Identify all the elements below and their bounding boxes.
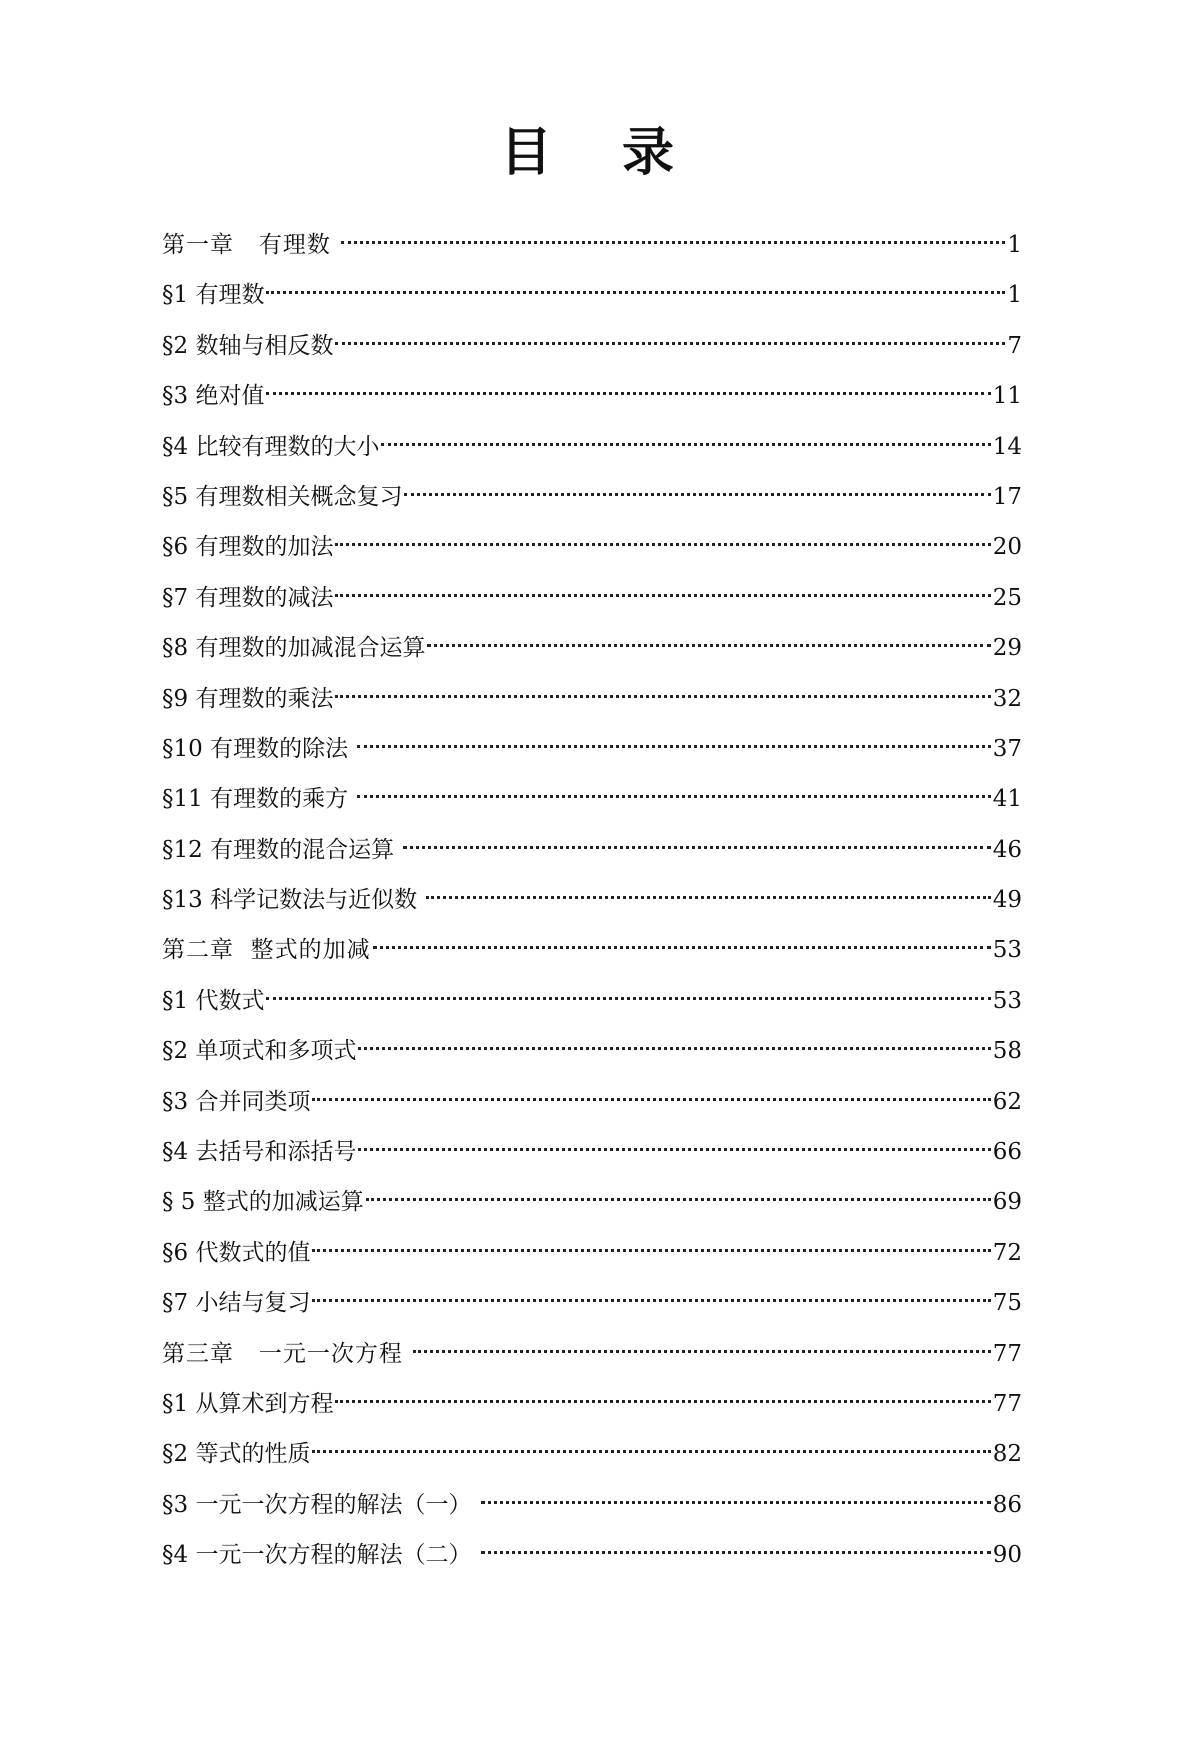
leader-dots <box>312 1075 990 1101</box>
leader-dots <box>266 268 1005 294</box>
leader-dots <box>335 672 990 698</box>
toc-entry-page: 41 <box>992 786 1022 813</box>
toc-entry[interactable] <box>162 774 1022 824</box>
toc-entry[interactable] <box>162 270 1022 320</box>
toc-entry[interactable] <box>162 573 1022 623</box>
toc-entry-page: 20 <box>992 534 1022 561</box>
toc-entry[interactable] <box>162 220 1022 270</box>
toc-entry[interactable] <box>162 1278 1022 1328</box>
toc-entry[interactable] <box>162 1026 1022 1076</box>
toc-entry[interactable] <box>162 674 1022 724</box>
leader-dots <box>357 722 990 748</box>
leader-dots <box>358 1024 990 1050</box>
leader-dots <box>427 621 990 647</box>
toc-entry[interactable] <box>162 623 1022 673</box>
toc-entry-page: 14 <box>992 433 1022 460</box>
toc-entry[interactable] <box>162 976 1022 1026</box>
toc-entry[interactable] <box>162 724 1022 774</box>
toc-entry-title: §2 等式的性质 <box>162 1441 311 1468</box>
toc-entry[interactable] <box>162 825 1022 875</box>
toc-entry-page: 77 <box>992 1340 1022 1367</box>
toc-entry-page: 1 <box>1007 232 1022 258</box>
toc-entry-title: §3 合并同类项 <box>162 1088 311 1115</box>
toc-entry[interactable] <box>162 1329 1022 1379</box>
leader-dots <box>481 1528 991 1554</box>
toc-entry-title: §1 代数式 <box>162 987 265 1014</box>
toc-entry-title: §7 小结与复习 <box>162 1290 311 1317</box>
toc-entry[interactable] <box>162 371 1022 421</box>
toc-entry-title: §4 去括号和添括号 <box>162 1139 357 1166</box>
toc-entry-title: §1 有理数 <box>162 282 265 309</box>
leader-dots <box>266 369 990 395</box>
toc-entry[interactable] <box>162 1429 1022 1479</box>
toc-entry-title: §6 代数式的值 <box>162 1239 311 1266</box>
leader-dots <box>312 1276 990 1302</box>
toc-entry[interactable] <box>162 1480 1022 1530</box>
table-of-contents <box>162 220 1022 1581</box>
leader-dots <box>266 974 990 1000</box>
leader-dots <box>426 873 990 899</box>
leader-dots <box>373 923 991 949</box>
toc-entry-page: 69 <box>992 1189 1022 1216</box>
toc-entry-title: §8 有理数的加减混合运算 <box>162 635 426 662</box>
toc-entry-page: 75 <box>992 1290 1022 1317</box>
toc-entry-page: 53 <box>992 987 1022 1014</box>
toc-entry-page: 17 <box>992 483 1022 510</box>
toc-entry[interactable] <box>162 472 1022 522</box>
leader-dots <box>312 1226 990 1252</box>
toc-entry-title: §2 数轴与相反数 <box>162 332 334 359</box>
toc-entry-title: §4 比较有理数的大小 <box>162 433 380 460</box>
toc-entry-title: §13 科学记数法与近似数 <box>162 887 425 914</box>
toc-entry-page: 1 <box>1007 282 1022 309</box>
toc-entry[interactable] <box>162 1228 1022 1278</box>
toc-entry-title: 第三章 一元一次方程 <box>162 1340 412 1367</box>
toc-entry-page: 32 <box>992 685 1022 712</box>
toc-entry-title: §6 有理数的加法 <box>162 534 334 561</box>
toc-entry-page: 86 <box>992 1491 1022 1518</box>
toc-entry[interactable] <box>162 875 1022 925</box>
toc-entry-title: §1 从算术到方程 <box>162 1390 334 1417</box>
toc-entry-title: 第一章 有理数 <box>162 232 340 258</box>
toc-entry[interactable] <box>162 522 1022 572</box>
toc-entry-title: §3 绝对值 <box>162 383 265 410</box>
toc-entry-page: 7 <box>1007 332 1022 359</box>
toc-entry-title: §10 有理数的除法 <box>162 735 356 762</box>
toc-entry[interactable] <box>162 422 1022 472</box>
leader-dots <box>312 1427 990 1453</box>
toc-entry[interactable] <box>162 1177 1022 1227</box>
leader-dots <box>335 571 990 597</box>
toc-entry-page: 66 <box>992 1139 1022 1166</box>
toc-entry-title: § 5 整式的加减运算 <box>162 1189 364 1216</box>
leader-dots <box>381 420 990 446</box>
toc-entry-page: 62 <box>992 1088 1022 1115</box>
leader-dots <box>341 218 1005 244</box>
leader-dots <box>358 1125 990 1151</box>
toc-entry-page: 11 <box>992 383 1022 410</box>
page-title: 目 录 <box>499 123 701 183</box>
toc-entry-page: 46 <box>992 836 1022 863</box>
leader-dots <box>357 772 990 798</box>
leader-dots <box>403 823 990 849</box>
toc-entry[interactable] <box>162 1077 1022 1127</box>
toc-entry-title: §3 一元一次方程的解法（一） <box>162 1491 479 1518</box>
toc-entry-page: 49 <box>992 887 1022 914</box>
toc-entry[interactable] <box>162 925 1022 975</box>
toc-entry-title: §7 有理数的减法 <box>162 584 334 611</box>
toc-entry[interactable] <box>162 1530 1022 1580</box>
toc-entry-page: 58 <box>992 1038 1022 1065</box>
toc-entry-page: 37 <box>992 735 1022 762</box>
leader-dots <box>335 1377 990 1403</box>
toc-entry[interactable] <box>162 321 1022 371</box>
toc-entry-title: 第二章 整式的加减 <box>162 937 371 964</box>
toc-entry-page: 77 <box>992 1390 1022 1417</box>
leader-dots <box>366 1175 991 1201</box>
toc-entry[interactable] <box>162 1379 1022 1429</box>
toc-entry-title: §2 单项式和多项式 <box>162 1038 357 1065</box>
toc-entry-title: §4 一元一次方程的解法（二） <box>162 1542 479 1569</box>
leader-dots <box>413 1327 990 1353</box>
leader-dots <box>335 319 1005 345</box>
toc-entry-title: §9 有理数的乘法 <box>162 685 334 712</box>
toc-entry-page: 29 <box>992 635 1022 662</box>
toc-entry-page: 25 <box>992 584 1022 611</box>
leader-dots <box>335 520 990 546</box>
leader-dots <box>481 1478 991 1504</box>
toc-entry-page: 90 <box>992 1542 1022 1569</box>
toc-entry-title: §11 有理数的乘方 <box>162 786 356 813</box>
toc-entry-page: 82 <box>992 1441 1022 1468</box>
toc-entry[interactable] <box>162 1127 1022 1177</box>
toc-entry-page: 72 <box>992 1239 1022 1266</box>
toc-entry-page: 53 <box>992 937 1022 964</box>
toc-entry-title: §12 有理数的混合运算 <box>162 836 402 863</box>
leader-dots <box>404 470 990 496</box>
toc-entry-title: §5 有理数相关概念复习 <box>162 483 403 510</box>
